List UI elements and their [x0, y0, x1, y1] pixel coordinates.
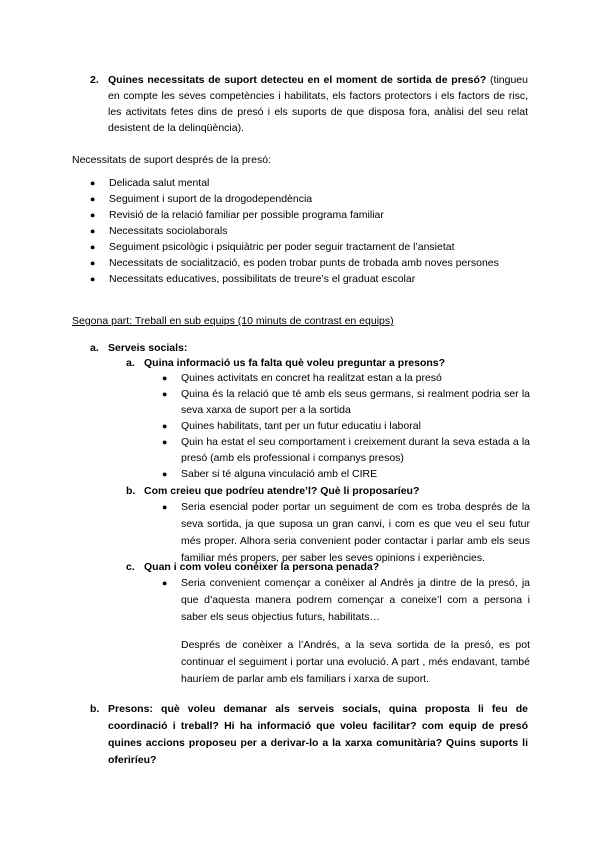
- sectionB-text: Presons: què voleu demanar als serveis socials, quina proposta li feu de coordinació i treball? Hi ha informació que voleu facilitar? com equip de presó quines accions proposeu per a derivar-lo a la xarxa comunitària? Quins suports li oferiríeu?: [108, 703, 528, 766]
- q2-paragraph: [108, 72, 528, 136]
- bullet-icon: ●: [90, 226, 96, 236]
- bullet-icon: ●: [90, 194, 96, 204]
- qa-question: Quina informació us fa falta què voleu preguntar a presons?: [144, 357, 446, 369]
- qc-marker: c.: [126, 561, 135, 573]
- bullet-icon: ●: [90, 258, 96, 268]
- q2-instructions: (tingueu en compte les seves competències i habilitats, els factors protectors i els factors de risc, les activitats fetes dins de presó i els suports de que disposa fora, anàlisi del seu relat desistent de la delinqüència).: [108, 74, 528, 134]
- sectionB-marker: b.: [90, 703, 100, 715]
- bullet-icon: ●: [162, 578, 168, 588]
- bullet-icon: ●: [90, 178, 96, 188]
- bullet-icon: ●: [90, 274, 96, 284]
- sectionA-title: Serveis socials:: [108, 342, 188, 354]
- part2-heading: Segona part: Treball en sub equips (10 minuts de contrast en equips): [72, 315, 394, 327]
- bullet-icon: ●: [90, 210, 96, 220]
- qc-question: Quan i com voleu conèixer la persona penada?: [144, 561, 380, 573]
- qb-question: Com creieu que podríeu atendre’l? Què li proposaríeu?: [144, 485, 420, 497]
- q2-question: Quines necessitats de suport detecteu en el moment de sortida de presó?: [108, 74, 487, 86]
- bullet-icon: ●: [162, 502, 168, 512]
- bullet-icon: ●: [162, 421, 168, 431]
- needs-heading: Necessitats de suport després de la presó:: [72, 154, 272, 166]
- bullet-icon: ●: [90, 242, 96, 252]
- bullet-icon: ●: [162, 469, 168, 479]
- qc-followup-paragraph: Després de conèixer a l’Andrés, a la seva sortida de la presó, es pot continuar el seguiment i portar una evolució. A part , més endavant, també hauríem de parlar amb els familiars i xarxa de suport.: [181, 639, 530, 685]
- bullet-icon: ●: [162, 389, 168, 399]
- bullet-icon: ●: [162, 373, 168, 383]
- document-page: 2. Quines necessitats de suport detecteu en el moment de sortida de presó? (tingueu en compte les seves competències i habilitats, els factors protectors i els factors de risc, les activitats fetes dins de presó i els suports de que disposa fora, anàlisi del seu relat desistent de la delinqüència). Necessitats de suport després de la presó: ● Delicada salut mental ● Seguiment i suport de la drogodependència ● Revisió de la relació familiar per possible programa familiar ● Necessitats sociolaborals ● Seguiment psicològic i psiquiàtric per poder seguir tractament de l’ansietat ● Necessitats de socialització, es poden trobar punts de trobada amb noves persones ● Necessitats educatives, possibilitats de treure’s el graduat escolar Segona part: Treball en sub equips (10 minuts de contrast en equips) a. Serveis socials: a. Quina informació us fa falta què voleu preguntar a presons? ● Quines activitats en concret ha realitzat estan a la presó ● Quina és la relació que té amb els seus germans, si realment podria ser la seva xarxa de suport per a la sortida ● Quines habilitats, tant per un futur educatiu i laboral ● Quin ha estat el seu comportament i creixement durant la seva estada a la presó (amb els professional i companys presos) ● Saber si té alguna vinculació amb el CIRE b. Com creieu que podríeu atendre’l? Què li proposaríeu? ● Seria esencial poder portar un seguiment de com es troba després de la seva sortida, ja que suposa un gran canvi, i com es que veu el seu futur més proper. Alhora seria convenient poder contactar i parlar amb els seus familiar més propers, per saber les seves opinions i experiències. c. Quan i com voleu conèixer la persona penada? ● Seria convenient començar a conèixer al Andrés ja dintre de la presó, ja que d’aquesta manera podrem començar a coneixe’l com a persona i saber els seus objectius futurs, habilitats… Després de conèixer a l’Andrés, a la seva sortida de la presó, es pot continuar el seguiment i portar una evolució. A part , més endavant, també hauríem de parlar amb els familiars i xarxa de suport. b. Presons: què voleu demanar als serveis socials, quina proposta li feu de coordinació i treball? Hi ha informació que voleu facilitar? com equip de presó quines accions proposeu per a derivar-lo a la xarxa comunitària? Quins suports li oferiríeu?: [0, 0, 600, 848]
- qb-marker: b.: [126, 485, 136, 497]
- sectionA-marker: a.: [90, 342, 99, 354]
- qa-marker: a.: [126, 357, 135, 369]
- bullet-icon: ●: [162, 437, 168, 447]
- q2-marker: 2.: [90, 74, 99, 86]
